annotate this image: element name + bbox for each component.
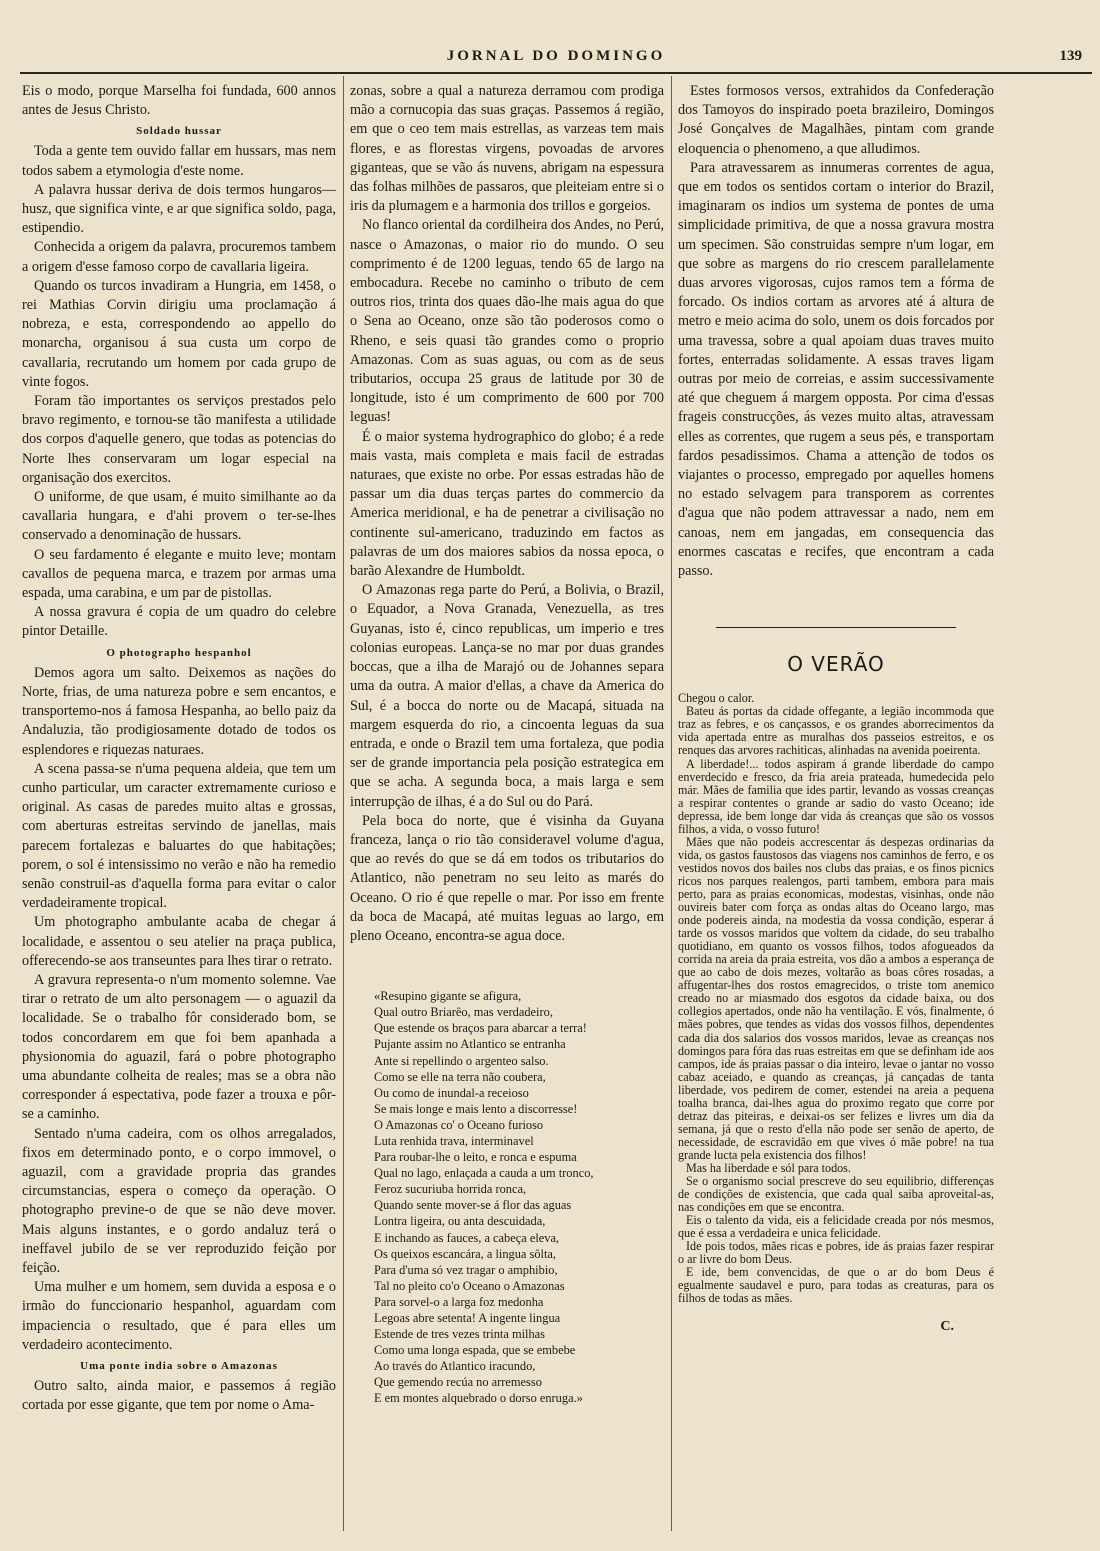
section-heading-photographo: O photographo hespanhol: [106, 646, 252, 659]
page-number: 139: [1059, 48, 1082, 64]
paragraph: Estes formosos versos, extrahidos da Confederação dos Tamoyos do inspirado poeta brazileiro, Domingos José Gonçalves de Magalhães, pintam com grande eloquencia o phenomeno, a que alludimos.: [678, 83, 994, 157]
article-verao: [678, 692, 994, 1305]
paragraph: O uniforme, de que usam, é muito similhante ao da cavallaria hungara, e d'ahi provem o ter-se-lhes conservado a denominação de hussars.: [22, 489, 336, 544]
poem-line: Para roubar-lhe o leito, e ronca e espuma: [374, 1150, 577, 1165]
poem-line: Estende de tres vezes trinta milhas: [374, 1327, 546, 1342]
header-rule: [20, 72, 1092, 74]
poem-line: Ou como de inundal-a receioso: [374, 1085, 529, 1100]
page-header: [20, 44, 1092, 70]
poem-line: Legoas abre setenta! A ingente lingua: [374, 1311, 561, 1326]
poem-line: Como se elle na terra não coubera,: [374, 1069, 546, 1084]
poem-line: Tal no pleito co'o Oceano o Amazonas: [374, 1278, 565, 1293]
poem-line: Luta renhida trava, interminavel: [374, 1133, 534, 1148]
poem-line: Para sorvel-o a larga foz medonha: [374, 1294, 544, 1309]
poem-line: Ao través do Atlantico iracundo,: [374, 1359, 536, 1374]
paragraph: Foram tão importantes os serviços prestados pelo bravo regimento, e tornou-se tão manifesta a utilidade dos corpos d'aquelle genero, que todas as potencias do Norte lhes conservaram um logar especial na organisação dos exercitos.: [22, 393, 336, 486]
poem-line: Como uma longa espada, que se embebe: [374, 1343, 576, 1358]
paragraph: Toda a gente tem ouvido fallar em hussars, mas nem todos sabem a etymologia d'este nome.: [22, 143, 336, 179]
poem-line: E em montes alquebrado o dorso enruga.»: [374, 1391, 583, 1406]
column-1: [22, 82, 336, 1415]
paragraph: A liberdade!... todos aspiram á grande liberdade do campo enverdecido e fresco, da fria areia prateada, humedecida pelo már. Mães de familia que ides partir, levando as vossas creanças a respirar contentes o grande ar sadio do vasto Oceano; ide depressa, ide bem longe dar vida ás creanças que são os vossos filhos, a vida, o vosso futuro!: [678, 756, 994, 836]
paragraph: A nossa gravura é copia de um quadro do celebre pintor Detaille.: [22, 604, 336, 640]
poem-line: Qual outro Briarêo, mas verdadeiro,: [374, 1005, 553, 1020]
poem-line: Para d'uma só vez tragar o amphibio,: [374, 1262, 558, 1277]
paragraph: É o maior systema hydrographico do globo; é a rede mais vasta, mais completa e mais facil de estradas naturaes, que existe no orbe. Por essas estradas hão de passar um dia duas terças partes do commercio da America meridional, e ha de penetrar a civilisação no continente sul-americano, traduzindo em factos as palavras de um dos maiores sabios da nossa epoca, o barão Alexandre de Humboldt.: [350, 428, 664, 580]
column-divider: [671, 76, 672, 1531]
paragraph: Para atravessarem as innumeras correntes de agua, que em todos os sentidos cortam o interior do Brazil, imaginaram os indios um systema de pontes de uma simplicidade primitiva, de que a nossa gravura mostra um specimen. São construidas sempre n'um logar, em que sobre as margens do rio crescem parallelamente duas arvores vigorosas, cujos ramos tem a fórma de forcado. Os indios cortam as arvores até á altura de metro e meio acima do solo, unem os dois forcados por uma travessa, sobre a qual apoiam duas traves muito fortes, enterradas solidamente. A essas traves ligam outras por meio de correias, e assim successivamente até que cheguem á margem opposta. Por cima d'essas frageis construcções, ás vezes muito altas, atravessam elles as correntes, que rugem a seus pés, e transportam fardos pesadissimos. Chama a attenção de todos os viajantes o processo, empregado por aquelles homens no estado selvagem para transporem as correntes d'agua que não podem attravessar a nado, nem em canoas, nem em jangadas, em consequencia das enormes cascatas e recifes, que encontram a cada passo.: [678, 159, 994, 580]
signature: C.: [940, 1319, 954, 1335]
paragraph: Bateu ás portas da cidade offegante, a legião incommoda que traz as febres, e os cançassos, e os grandes aborrecimentos da vida apertada entre as muralhas dos passeios estreitos, e os renques das arvores rachiticas, alinhadas na avenida poeirenta.: [678, 704, 994, 758]
paragraph: E ide, bem convencidas, de que o ar do bom Deus é egualmente saudavel e puro, para todas as creaturas, para os filhos de todas as mães.: [678, 1265, 994, 1306]
paragraph: Eis o modo, porque Marselha foi fundada, 600 annos antes de Jesus Christo.: [22, 83, 336, 119]
paragraph: Mas ha liberdade e sól para todos.: [686, 1160, 851, 1175]
poem-line: O Amazonas co' o Oceano furioso: [374, 1117, 544, 1132]
column-2: [350, 82, 664, 1407]
paragraph: Sentado n'uma cadeira, com os olhos arregalados, fixos em determinado ponto, e o corpo immovel, o aguazil, com a gravidade propria das grandes circumstancias, espera o começo da operação. O photographo previne-o de que se não deve mover. Mais alguns instantes, e o gordo andaluz terá o ineffavel jubilo de se ver reproduzido feição por feição.: [22, 1125, 336, 1276]
poem-line: Qual no lago, enlaçada a cauda a um tronco,: [374, 1166, 594, 1181]
paragraph: A palavra hussar deriva de dois termos hungaros— husz, que significa vinte, e ar que significa soldo, paga, estipendio.: [22, 181, 337, 237]
paragraph: Demos agora um salto. Deixemos as nações do Norte, frias, de uma natureza pobre e sem encantos, e transportemo-nos á famosa Hespanha, ao bello paiz da Andaluzia, tão prodigiosamente dotado de todos os esplendores e riquezas naturaes.: [22, 664, 336, 758]
poem-line: E inchando as fauces, a cabeça eleva,: [374, 1230, 560, 1245]
paragraph: zonas, sobre a qual a natureza derramou com prodiga mão a cornucopia das suas graças. Passemos á região, em que o ceo tem mais estrellas, as varzeas tem mais flores, e as florestas virgens, povoadas de arvores giganteas, que se vão ás nuvens, abrigam na espessura das folhas milhões de passaros, que pleiteiam entre si o iris da plumagem e a harmonia dos trillos e gorgeios.: [350, 83, 664, 215]
poem-line: Ante si repellindo o argenteo salso.: [374, 1053, 549, 1068]
section-separator: [716, 627, 956, 628]
poem: [374, 988, 664, 1406]
poem-line: Pujante assim no Atlantico se entranha: [374, 1037, 566, 1052]
section-heading-soldado: Soldado hussar: [136, 125, 222, 138]
poem-line: Lontra ligeira, ou anta descuidada,: [374, 1214, 546, 1229]
poem-line: Se mais longe e mais lento a discorresse!: [374, 1101, 578, 1116]
paragraph: Conhecida a origem da palavra, procuremos tambem a origem d'esse famoso corpo de cavallaria ligeira.: [22, 239, 336, 275]
paragraph: No flanco oriental da cordilheira dos Andes, no Perú, nasce o Amazonas, o maior rio do mundo. O seu comprimento é de 1200 leguas, tendo 65 de largo na embocadura. Recebe no caminho o tributo de cem outros rios, trinta dos quaes dão-lhe mais agua do que o Sena ao Oceano, onze são tão poderosos como o Rheno, e seis quasi tão grandes como o proprio Amazonas. Com as suas aguas, ou com as de seus tributarios, occupa 25 graus de latitude por 30 de longitude, isto é um comprimento de 600 por 700 leguas!: [350, 217, 664, 426]
paragraph: Ide pois todos, mães ricas e pobres, ide ás praias fazer respirar o ar livre do bom Deus.: [678, 1239, 994, 1267]
paragraph: Um photographo ambulante acaba de chegar á localidade, e assentou o seu atelier na praça publica, offerecendo-se aos transeuntes para lhes tirar o retrato.: [22, 914, 336, 969]
paragraph: Quando os turcos invadiram a Hungria, em 1458, o rei Mathias Corvin dirigiu uma proclamação á nobreza, e esta, correspondendo ao appello do monarcha, organisou á sua custa um corpo de cavallaria, recrutando um homem por cada grupo de vinte fogos.: [22, 277, 336, 390]
paragraph: Outro salto, ainda maior, e passemos á região cortada por esse gigante, que tem por nome o Ama-: [22, 1378, 336, 1414]
paragraph: Pela boca do norte, que é visinha da Guyana franceza, lança o rio tão consideravel volume d'agua, que ao revés do que se dá em todos os tributarios do Atlantico, não penetram no seu leito as marés do Oceano. O rio é que repelle o mar. Por isso em frente da boca de Macapá, até muitas leguas ao largo, em pleno Oceano, encontra-se agua doce.: [350, 812, 664, 944]
article-title-verao: O VERÃO: [787, 652, 885, 677]
paragraph: O seu fardamento é elegante e muito leve; montam cavallos de pequena marca, e trazem por armas uma espada, uma carabina, e um par de pistollas.: [22, 546, 336, 602]
poem-line: Que estende os braços para abarcar a terra!: [374, 1021, 587, 1036]
paragraph: O Amazonas rega parte do Perú, a Bolivia, o Brazil, o Equador, a Nova Granada, Venezuella, as tres Guyanas, isto é, cinco republicas, um imperio e tres colonias europeas. Lança-se no mar por duas grandes boccas, que a ilha de Marajó ou de Johannes separa uma da outra. A maior d'ellas, a chave da America do Sul, é a bocca do norte ou de Macapá, situada na margem esquerda do rio, a cincoenta leguas da sua entrada, e onde o Brazil tem uma fortaleza, que podia ser de grande importancia pela posição estrategica em que se acha. A segunda boca, a mais larga e sem interrupção de ilhas, é a do Sul ou do Pará.: [350, 582, 664, 810]
paragraph: A scena passa-se n'uma pequena aldeia, que tem um cunho particular, um caracter extremamente curioso e original. As casas de paredes muito altas e grossas, com aberturas estreitas servindo de janellas, mais parecem fortalezas e baluartes do que habitações; porem, o sol é intensissimo no verão e não ha remedio senão construil-as d'aquella forma para evitar o calor verdadeiramente tropical.: [22, 760, 336, 912]
paragraph: Chegou o calor.: [678, 691, 755, 706]
journal-title: JORNAL DO DOMINGO: [446, 48, 666, 64]
paragraph: A gravura representa-o n'um momento solemne. Vae tirar o retrato de um alto personagem — o aguazil da localidade. Se o trabalho fôr considerado bom, se todos concordarem em que foi bem apanhada a physionomia do aguazil, fará o pobre photographo uma abundante colheita de reales; mas se a obra não corresponder á espectativa, pode fazer a trouxa e pôr-se a caminho.: [22, 971, 336, 1123]
poem-line: Quando sente mover-se á flor das aguas: [374, 1198, 572, 1213]
paragraph: Mães que não podeis accrescentar ás despezas ordinarias da vida, os gastos faustosos das viagens nos caminhos de ferro, e os vestidos novos dos bailes nos clubs das praias, e os finos picnics ricos nos parques realengos, parti tambem, embora para mais perto, para as praias economicas, modestas, visinhas, onde não ouvireis bater com força as ondas altas do Oceano largo, mas onde podereis ainda, na modestia da vossa condição, esperar á tarde os vossos maridos que voltem da cidade, do seu trabalho quotidiano, em quanto os vossos filhos, todos afogueados da corrida na areia da praia estreita, vos dão a ambos a esperança de que ao cabo de dois mezes, voltarão as boas côres rosadas, a affugentar-lhes dos rostos emagrecidos, o triste tom anemico creado no ar miasmado dos esgotos da cidade baixa, ou dos collegios apertados, onde não ha ventilação. E vós, finalmente, ó mães pobres, que tendes as vidas dos vossos filhos, dependentes cada dia dos salarios dos vossos maridos, levae as creanças nos domingos para fóra das ruas estreitas em que se definham ide aos campos, ide ás praias passar o dia inteiro, levae o jantar no vosso cabaz aceiado, e quando as creanças, já cançadas de tanta liberdade, vos pedirem de comer, estendei na areia a pequena toalha branca, dai-lhes agua do proximo regato que corre por detraz das piteiras, e deixai-os ser felizes e livres um dia da semana, já que o resto d'ella não pode ser senão de aperto, de necessidade, de escravidão em que vives ó mãe pobre! na tua grande lucta pela existencia dos filhos!: [678, 834, 995, 1162]
section-heading-ponte: Uma ponte india sobre o Amazonas: [80, 1360, 278, 1372]
paragraph: Uma mulher e um homem, sem duvida a esposa e o irmão do funccionario hespanhol, aguardam com impaciencia o resultado, que é para elles um verdadeiro acontecimento.: [22, 1279, 336, 1353]
poem-line: Que gemendo recúa no arremesso: [374, 1375, 542, 1390]
paragraph: Eis o talento da vida, eis a felicidade creada por nós mesmos, que é essa a verdadeira e unica felicidade.: [678, 1213, 994, 1241]
column-3: [678, 82, 994, 1335]
poem-line: Feroz sucuriuba horrida ronca,: [374, 1182, 527, 1197]
poem-line: «Resupino gigante se afigura,: [374, 989, 522, 1004]
paragraph: Se o organismo social prescreve do seu equilibrio, differenças de condições de existencia, que cada qual saiba aproveital-as, nas condições em que se encontra.: [678, 1174, 994, 1215]
poem-line: Os queixos escancára, a lingua sôlta,: [374, 1246, 557, 1261]
column-divider: [343, 76, 344, 1531]
